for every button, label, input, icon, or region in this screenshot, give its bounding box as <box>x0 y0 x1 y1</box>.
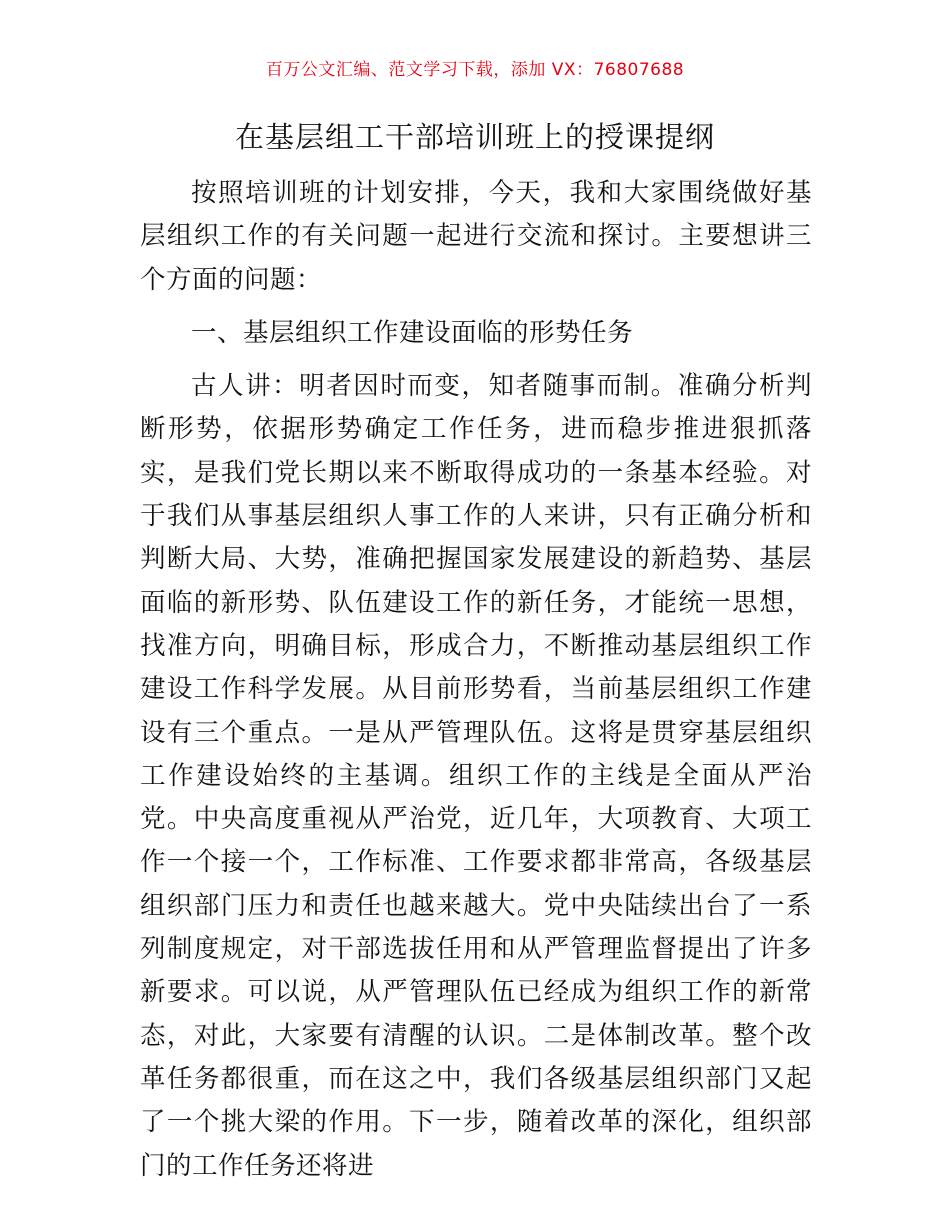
section-heading: 一、基层组织工作建设面临的形势任务 <box>191 317 634 348</box>
document-title: 在基层组工干部培训班上的授课提纲 <box>234 120 715 154</box>
document-body <box>140 172 812 1188</box>
section-paragraph: 古人讲：明者因时而变，知者随事而制。准确分析判断形势，依据形势确定工作任务，进而稳步推进狠抓落实，是我们党长期以来不断取得成功的一条基本经验。对于我们从事基层组织人事工作的人来讲，只有正确分析和判断大局、大势，准确把握国家发展建设的新趋势、基层面临的新形势、队伍建设工作的新任务，才能统一思想，找准方向，明确目标，形成合力，不断推动基层组织工作建设工作科学发展。从目前形势看，当前基层组织工作建设有三个重点。一是从严管理队伍。这将是贯穿基层组织工作建设始终的主基调。组织工作的主线是全面从严治党。中央高度重视从严治党，近几年，大项教育、大项工作一个接一个，工作标准、工作要求都非常高，各级基层组织部门压力和责任也越来越大。党中央陆续出台了一系列制度规定，对干部选拔任用和从严管理监督提出了许多新要求。可以说，从严管理队伍已经成为组织工作的新常态，对此，大家要有清醒的认识。二是体制改革。整个改革任务都很重，而在这之中，我们各级基层组织部门又起了一个挑大梁的作用。下一步，随着改革的深化，组织部门的工作任务还将进 <box>140 371 812 1181</box>
watermark-header: 百万公文汇编、范文学习下载，添加 VX：76807688 <box>265 60 685 80</box>
intro-paragraph: 按照培训班的计划安排，今天，我和大家围绕做好基层组织工作的有关问题一起进行交流和探讨。主要想讲三个方面的问题： <box>140 178 812 295</box>
